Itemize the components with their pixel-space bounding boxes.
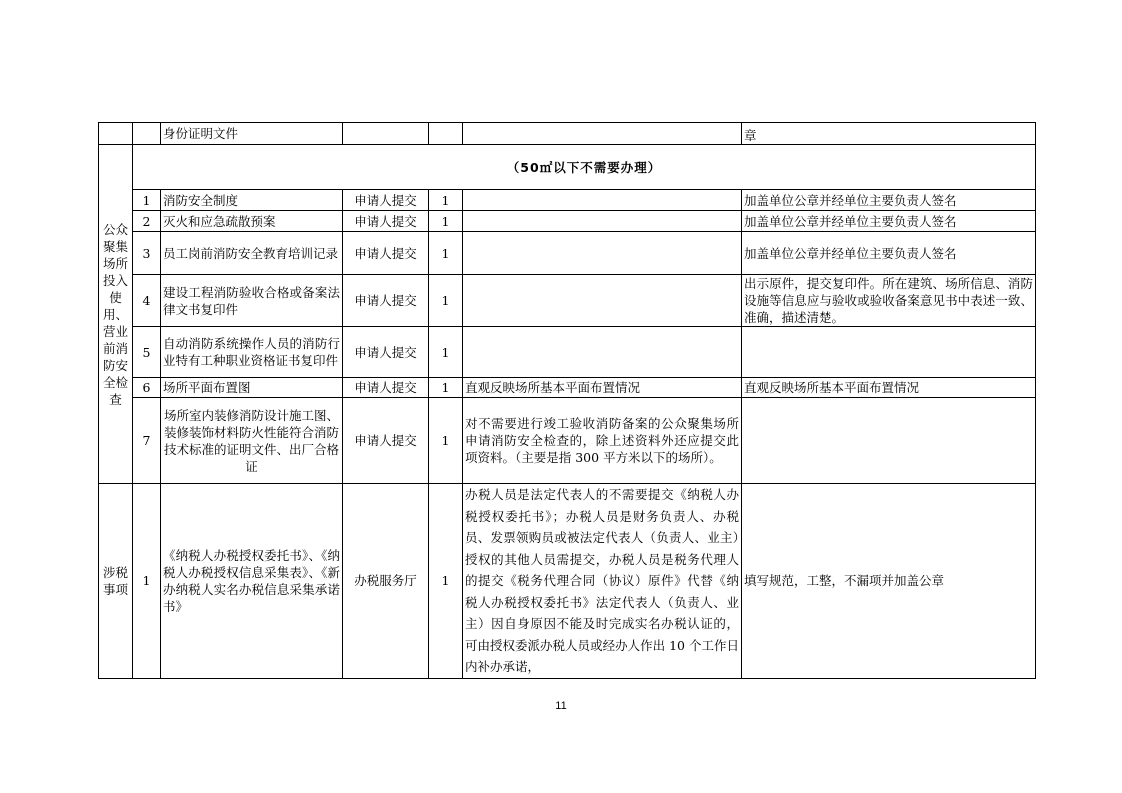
materials-table: [98, 122, 1036, 679]
material-cell: 场所室内装修消防设计施工图、装修装饰材料防火性能符合消防技术标准的证明文件、出厂合格证: [161, 398, 343, 484]
no-cell: [133, 123, 161, 145]
table-row: [99, 378, 1036, 398]
copies-cell: 1: [429, 211, 463, 232]
material-cell: 建设工程消防验收合格或备案法律文书复印件: [161, 275, 343, 327]
note-cell: 直观反映场所基本平面布置情况: [742, 378, 1036, 398]
source-cell: [343, 123, 429, 145]
no-cell: 7: [133, 398, 161, 484]
material-cell: 自动消防系统操作人员的消防行业特有工种职业资格证书复印件: [161, 327, 343, 378]
source-cell: 申请人提交: [343, 398, 429, 484]
requirement-cell: [463, 190, 742, 211]
material-cell: 《纳税人办税授权委托书》、《纳税人办税授权信息采集表》、《新办纳税人实名办税信息采集承诺书》: [161, 484, 343, 679]
source-cell: 申请人提交: [343, 232, 429, 275]
copies-cell: [429, 123, 463, 145]
table-row: [99, 484, 1036, 679]
note-cell: 加盖单位公章并经单位主要负责人签名: [742, 232, 1036, 275]
requirement-cell: 对不需要进行竣工验收消防备案的公众聚集场所申请消防安全检查的，除上述资料外还应提交此项资料。（主要是指 300 平方米以下的场所）。: [463, 398, 742, 484]
requirement-cell: 办税人员是法定代表人的不需要提交《纳税人办税授权委托书》；办税人员是财务负责人、办税员、发票领购员或被法定代表人（负责人、业主）授权的其他人员需提交，办税人员是税务代理人的提交《税务代理合同（协议）原件》代替《纳税人办税授权委托书》法定代表人（负责人、业主）因自身原因不能及时完成实名办税认证的，可由授权委派办税人员或经办人作出 10 个工作日内补办承诺，: [463, 484, 742, 679]
section-label: 公众聚集场所投入使用、营业前消防安全检查: [99, 145, 133, 484]
material-cell: 灭火和应急疏散预案: [161, 211, 343, 232]
section-label: 涉税事项: [99, 484, 133, 679]
material-cell: 场所平面布置图: [161, 378, 343, 398]
requirement-cell: [463, 211, 742, 232]
table-row: [99, 211, 1036, 232]
no-cell: 2: [133, 211, 161, 232]
note-cell: 填写规范，工整，不漏项并加盖公章: [742, 484, 1036, 679]
source-cell: 申请人提交: [343, 327, 429, 378]
section-cell: [99, 123, 133, 145]
requirement-cell: [463, 123, 742, 145]
note-cell: 章: [742, 123, 1036, 145]
note-cell: [742, 398, 1036, 484]
copies-cell: 1: [429, 378, 463, 398]
requirement-cell: 直观反映场所基本平面布置情况: [463, 378, 742, 398]
material-cell: 身份证明文件: [161, 123, 343, 145]
source-cell: 申请人提交: [343, 211, 429, 232]
source-cell: 申请人提交: [343, 275, 429, 327]
requirement-cell: [463, 275, 742, 327]
table-row: [99, 275, 1036, 327]
copies-cell: 1: [429, 327, 463, 378]
table-row: [99, 190, 1036, 211]
copies-cell: 1: [429, 232, 463, 275]
copies-cell: 1: [429, 190, 463, 211]
no-cell: 3: [133, 232, 161, 275]
no-cell: 4: [133, 275, 161, 327]
source-cell: 申请人提交: [343, 378, 429, 398]
table-row: [99, 327, 1036, 378]
table-row: [99, 145, 1036, 190]
no-cell: 1: [133, 484, 161, 679]
note-cell: 加盖单位公章并经单位主要负责人签名: [742, 190, 1036, 211]
copies-cell: 1: [429, 484, 463, 679]
page-number: 11: [555, 700, 567, 712]
note-cell: 出示原件，提交复印件。所在建筑、场所信息、消防设施等信息应与验收或验收备案意见书中表述一致、准确，描述清楚。: [742, 275, 1036, 327]
copies-cell: 1: [429, 398, 463, 484]
banner-note: （50㎡以下不需要办理）: [133, 145, 1036, 190]
no-cell: 6: [133, 378, 161, 398]
source-cell: 申请人提交: [343, 190, 429, 211]
requirement-cell: [463, 232, 742, 275]
no-cell: 5: [133, 327, 161, 378]
table-row: [99, 232, 1036, 275]
note-cell: [742, 327, 1036, 378]
copies-cell: 1: [429, 275, 463, 327]
material-cell: 消防安全制度: [161, 190, 343, 211]
table-row: [99, 123, 1036, 145]
source-cell: 办税服务厅: [343, 484, 429, 679]
no-cell: 1: [133, 190, 161, 211]
material-cell: 员工岗前消防安全教育培训记录: [161, 232, 343, 275]
requirement-cell: [463, 327, 742, 378]
table-row: [99, 398, 1036, 484]
note-cell: 加盖单位公章并经单位主要负责人签名: [742, 211, 1036, 232]
